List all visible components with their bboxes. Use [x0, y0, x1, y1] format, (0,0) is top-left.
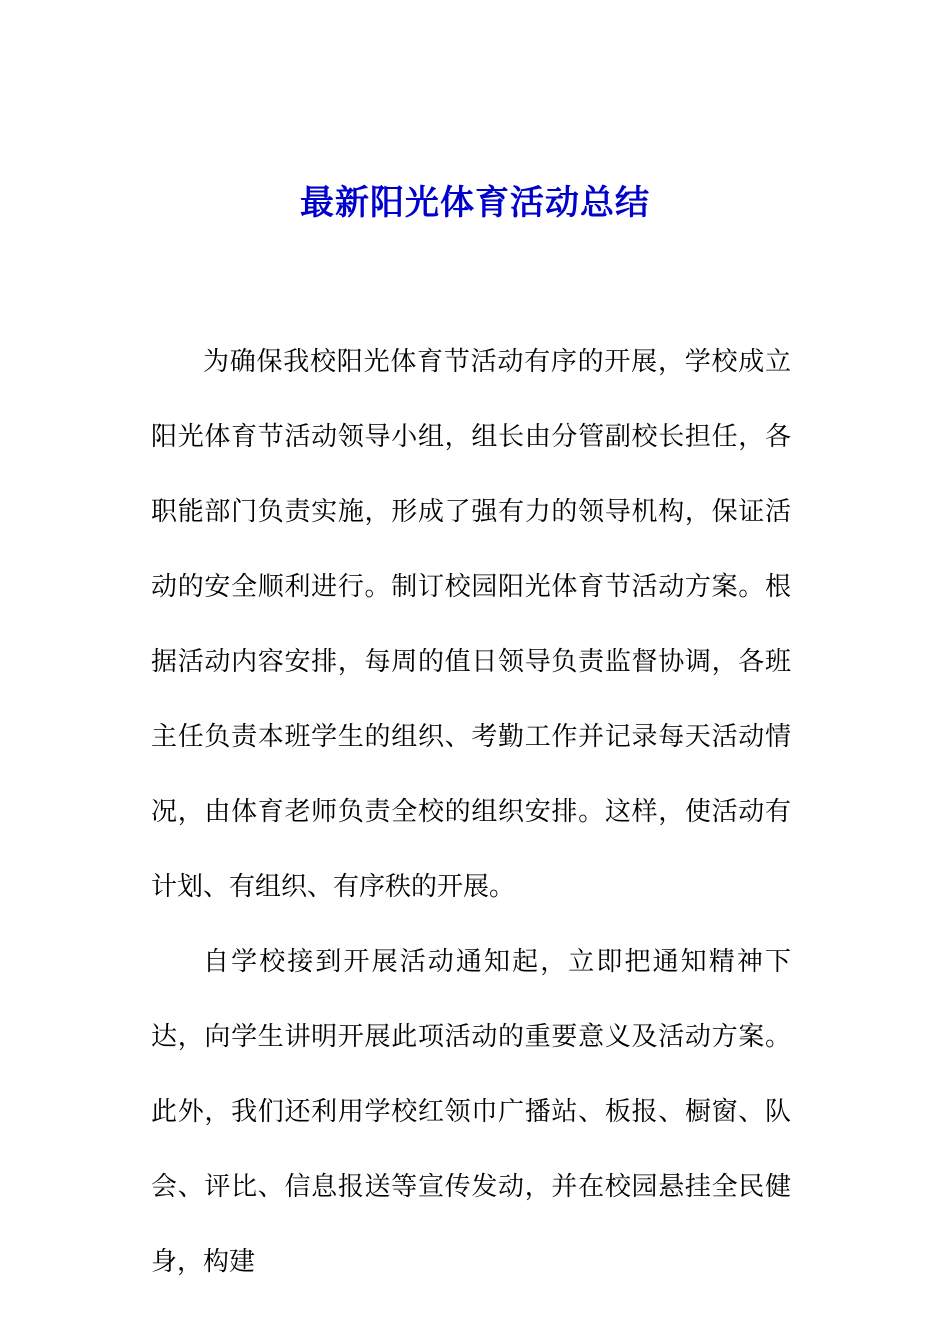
document-body: [151, 325, 791, 1300]
paragraph-2: 自学校接到开展活动通知起，立即把通知精神下达，向学生讲明开展此项活动的重要意义及活动方案。此外，我们还利用学校红领巾广播站、板报、橱窗、队会、评比、信息报送等宣传发动，并在校园悬挂全民健身，构建: [151, 947, 791, 1277]
document-title: 最新阳光体育活动总结: [300, 183, 650, 223]
paragraph-1: 为确保我校阳光体育节活动有序的开展，学校成立阳光体育节活动领导小组，组长由分管副校长担任，各职能部门负责实施，形成了强有力的领导机构，保证活动的安全顺利进行。制订校园阳光体育节活动方案。根据活动内容安排，每周的值日领导负责监督协调，各班主任负责本班学生的组织、考勤工作并记录每天活动情况，由体育老师负责全校的组织安排。这样，使活动有计划、有组织、有序秩的开展。: [151, 347, 791, 902]
